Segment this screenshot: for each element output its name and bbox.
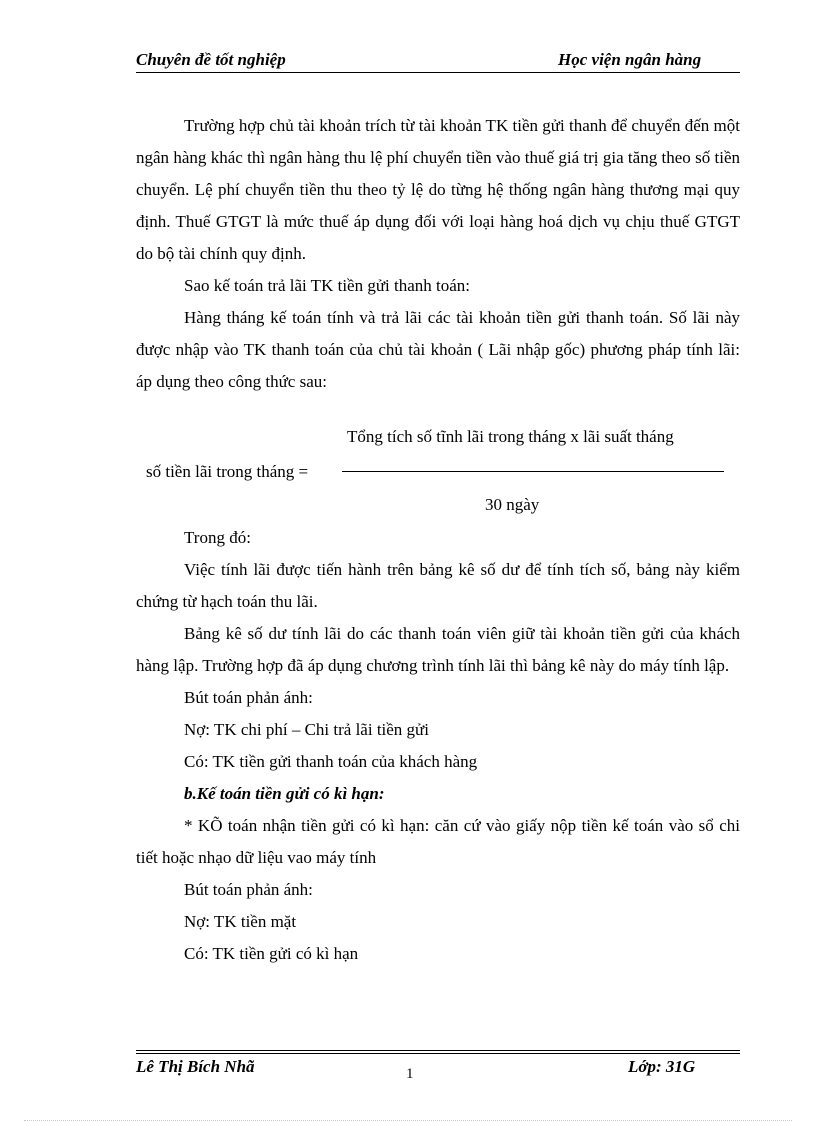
formula-denominator: 30 ngày <box>485 495 540 514</box>
paragraph-term-deposit: * KÕ toán nhận tiền gửi có kì hạn: căn cứ vào giấy nộp tiền kế toán vào sổ chi tiết hoặc nhạo dữ liệu vao máy tính <box>136 816 740 867</box>
paragraph-where: Trong đó: <box>184 528 251 547</box>
paragraph-balance-sheet: Bảng kê số dư tính lãi do các thanh toán viên giữ tài khoản tiền gửi của khách hàng lập. Trường hợp đã áp dụng chương trình tính lãi thì bảng kê này do máy tính lập. <box>136 624 740 675</box>
paragraph-debit-cash: Nợ: TK tiền mặt <box>184 912 297 931</box>
page-bottom-dotted-edge <box>24 1120 792 1121</box>
paragraph-interest-heading: Sao kế toán trả lãi TK tiền gửi thanh toán: <box>184 276 471 295</box>
body-bottom <box>136 522 740 970</box>
footer-class: Lớp: 31G <box>628 1057 696 1076</box>
formula-lhs: số tiền lãi trong tháng = <box>146 462 309 481</box>
header-title-left: Chuyên đề tốt nghiệp <box>136 50 286 69</box>
footer-rule-top <box>136 1050 740 1051</box>
paragraph-credit-term: Có: TK tiền gửi có kì hạn <box>184 944 359 963</box>
paragraph-interest-calc: Việc tính lãi được tiến hành trên bảng kê số dư để tính tích số, bảng này kiểm chứng từ hạch toán thu lãi. <box>136 560 740 611</box>
paragraph-entry-label-2: Bút toán phản ánh: <box>184 880 313 899</box>
footer-rule-bottom <box>136 1053 740 1054</box>
header-rule <box>136 72 740 73</box>
header-title-right: Học viện ngân hàng <box>558 50 702 69</box>
formula-numerator: Tổng tích số tĩnh lãi trong tháng x lãi suất tháng <box>347 427 674 446</box>
footer-author: Lê Thị Bích Nhã <box>136 1057 255 1076</box>
paragraph-debit-entry: Nợ: TK chi phí – Chi trả lãi tiền gửi <box>184 720 429 739</box>
paragraph-entry-label: Bút toán phản ánh: <box>184 688 313 707</box>
section-heading-term-deposit: b.Kế toán tiền gửi có kì hạn: <box>184 784 385 803</box>
paragraph-credit-entry: Có: TK tiền gửi thanh toán của khách hàng <box>184 752 478 771</box>
paragraph-monthly-interest: Hàng tháng kế toán tính và trả lãi các tài khoản tiền gửi thanh toán. Số lãi này được nhập vào TK thanh toán của chủ tài khoản ( Lãi nhập gốc) phương pháp tính lãi: áp dụng theo công thức sau: <box>136 308 740 391</box>
page-number: 1 <box>406 1066 414 1082</box>
formula-fraction-bar <box>342 471 724 472</box>
paragraph-vat-transfer: Trường hợp chủ tài khoản trích từ tài khoản TK tiền gửi thanh để chuyển đến một ngân hàng khác thì ngân hàng thu lệ phí chuyển tiền vào thuế giá trị gia tăng theo số tiền chuyển. Lệ phí chuyển tiền thu theo tỷ lệ do từng hệ thống ngân hàng thương mại quy định. Thuế GTGT là mức thuế áp dụng đối với loại hàng hoá dịch vụ chịu thuế GTGT do bộ tài chính quy định. <box>136 116 740 263</box>
body-top <box>136 110 740 398</box>
